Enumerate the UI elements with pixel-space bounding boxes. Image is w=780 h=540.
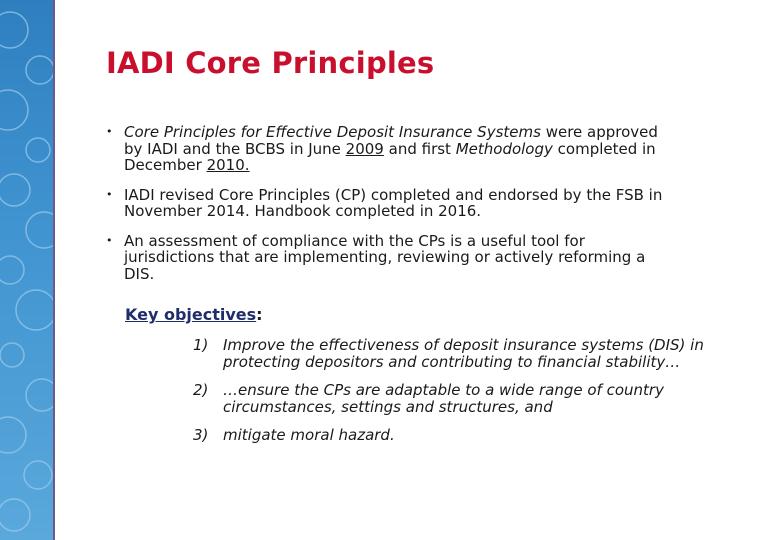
list-item: • Core Principles for Effective Deposit Insurance Systems were approved by IADI and the BCBS in June 2009 and first Methodology completed in December 2010. [106, 123, 658, 174]
decorative-side-panel [0, 0, 54, 540]
side-divider [53, 0, 55, 540]
bullet-icon: • [106, 125, 113, 138]
bubble-pattern-icon [0, 0, 54, 540]
objectives-list [193, 337, 713, 456]
bullet-list [106, 124, 666, 295]
list-item: 3) mitigate moral hazard. [193, 426, 395, 444]
page-title: IADI Core Principles [106, 46, 435, 80]
bullet-icon: • [106, 187, 113, 201]
bullet-icon: • [106, 233, 113, 247]
list-item: 1) Improve the effectiveness of deposit insurance systems (DIS) in protecting depositors and contributing to financial stability… [193, 336, 704, 371]
list-item: 2) …ensure the CPs are adaptable to a wide range of country circumstances, settings and structures, and [193, 381, 664, 416]
list-item: • IADI revised Core Principles (CP) completed and endorsed by the FSB in November 2014. Handbook completed in 2016. [106, 185, 663, 220]
list-item: • An assessment of compliance with the CPs is a useful tool for jurisdictions that are implementing, reviewing or actively reforming a DIS. [106, 231, 646, 283]
key-objectives-heading: Key objectives: [125, 305, 263, 324]
